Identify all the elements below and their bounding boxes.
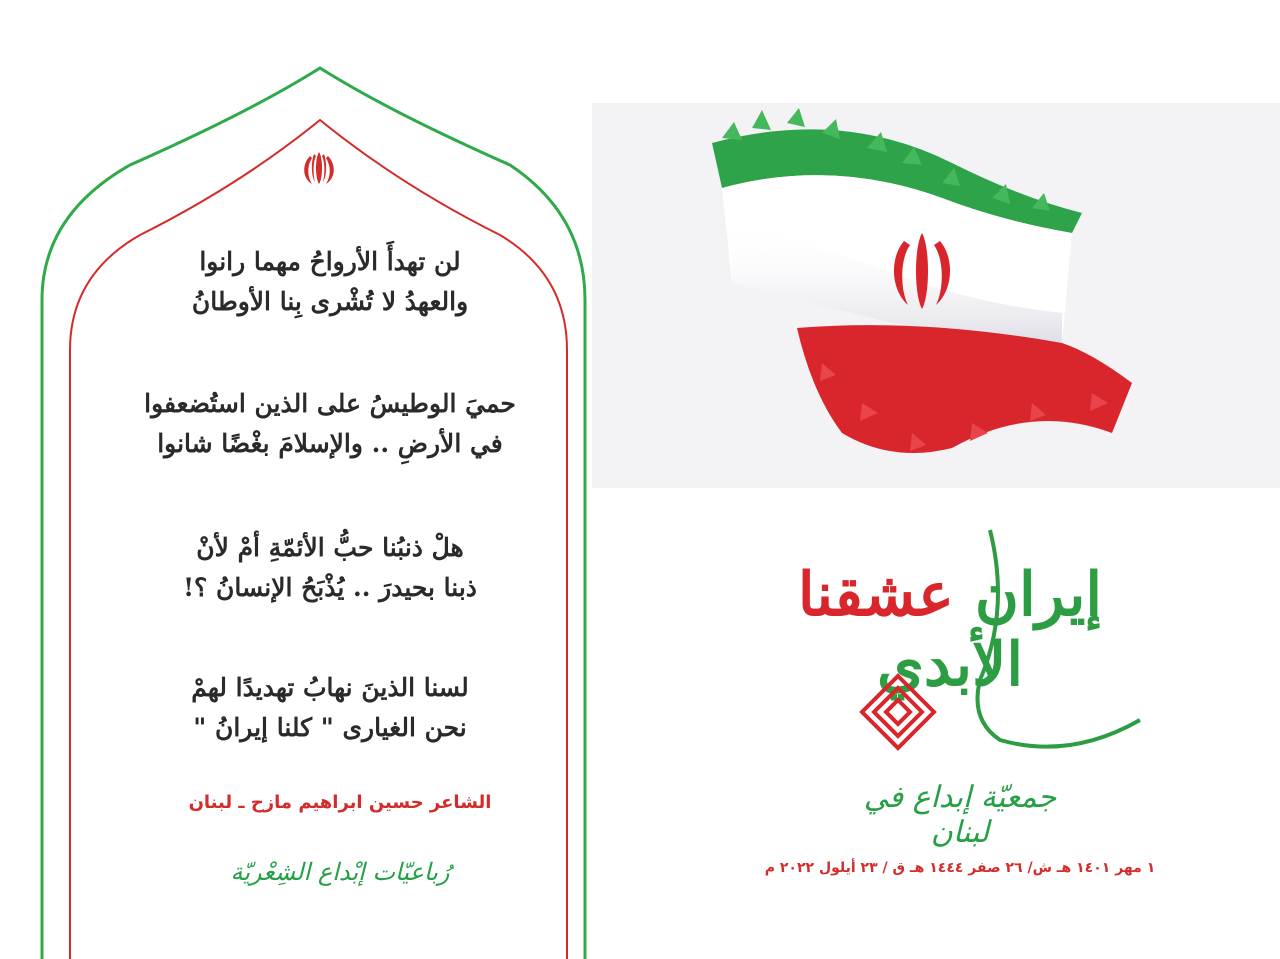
poem-line: لسنا الذينَ نهابُ تهديدًا لهمْ <box>191 673 469 702</box>
arch-frame <box>0 0 600 959</box>
poem-stanza-2 <box>100 384 560 464</box>
title-word-iran: إيران <box>974 560 1103 630</box>
poem-line: لن تهدأَ الأرواحُ مهما رانوا <box>199 247 461 276</box>
title-word-ishqna: عشقنا <box>797 560 954 630</box>
poem-stanza-3 <box>100 528 560 608</box>
poem-line: حميَ الوطيسُ على الذين استُضعفوا <box>144 389 516 418</box>
collection-name: رُباعيّات إبْداع الشِعْريّة <box>230 858 450 886</box>
organization-name: جمعيّة إبداع في لبنان <box>863 780 1057 850</box>
green-arch-line <box>42 68 585 959</box>
poem-line: والعهدُ لا تُشْرى بِنا الأوطانُ <box>191 287 469 316</box>
poem-line: هلْ ذنبُنا حبُّ الأئمّةِ أمْ لأنْ <box>196 533 464 562</box>
flag-illustration <box>592 103 1280 488</box>
poem-line: نحن الغيارى " كلنا إيرانُ " <box>193 713 467 742</box>
poet-credit: الشاعر حسين ابراهيم مازح ـ لبنان <box>188 792 492 813</box>
iran-emblem-icon <box>298 148 340 190</box>
kufic-knot-icon <box>858 672 938 752</box>
poem-line: في الأرضِ .. والإسلامَ بغْضًا شانوا <box>157 429 503 458</box>
poem-card <box>0 0 600 959</box>
flag-emblem-icon <box>894 233 950 309</box>
poem-line: ذبنا بحيدرَ .. يُذْبَحُ الإنسانُ ؟! <box>183 573 477 602</box>
poem-stanza-1 <box>100 242 560 322</box>
poem-stanza-4 <box>100 668 560 748</box>
date-line: ١ مهر ١٤٠١ هـ ش/ ٢٦ صفر ١٤٤٤ هـ ق / ٢٣ أيلول ٢٠٢٢ م <box>764 860 1156 876</box>
title-word-alabadi: الأبدي <box>876 630 1024 700</box>
butterfly-flag-image <box>592 103 1280 488</box>
poster-title <box>740 560 1160 700</box>
